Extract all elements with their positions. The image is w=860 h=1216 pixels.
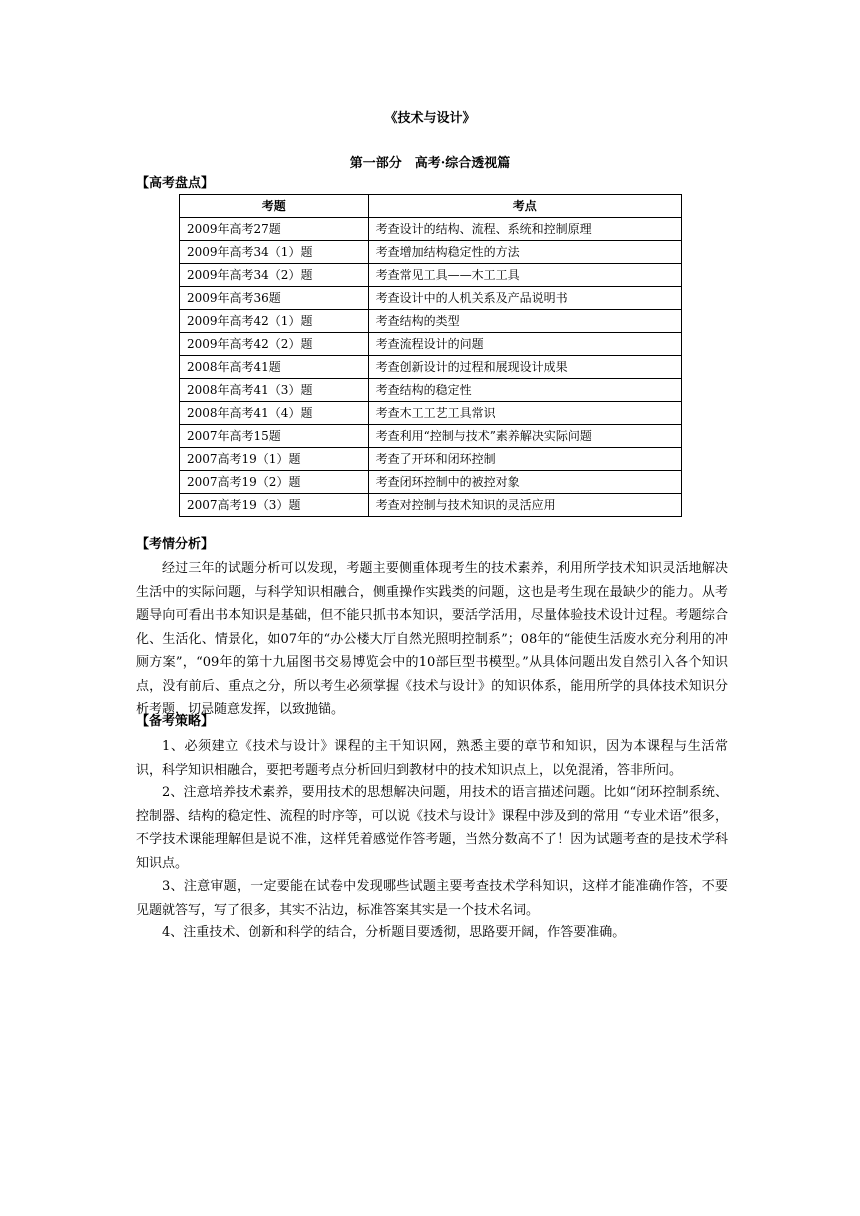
table-row (180, 356, 682, 379)
table-row (180, 264, 682, 287)
topic-cell: 考查设计的结构、流程、系统和控制原理 (368, 218, 681, 241)
column-header-question: 考题 (180, 195, 369, 218)
exam-inventory-table (179, 194, 682, 517)
topic-cell: 考查增加结构稳定性的方法 (368, 241, 681, 264)
document-title: 《技术与设计》 (384, 111, 476, 126)
question-cell: 2007高考19（1）题 (180, 448, 369, 471)
topic-cell: 考查结构的稳定性 (368, 379, 681, 402)
table-row (180, 402, 682, 425)
strategy-heading: 【备考策略】 (136, 714, 215, 729)
strategy-item-1: 1、必须建立《技术与设计》课程的主干知识网，熟悉主要的章节和知识，因为本课程与生活常识，科学知识相融合，要把考题考点分析回归到教材中的技术知识点上，以免混淆，答非所问。 (136, 739, 728, 778)
table-row (180, 448, 682, 471)
strategy-item-2: 2、注意培养技术素养，要用技术的思想解决问题，用技术的语言描述问题。比如“闭环控制系统、控制器、结构的稳定性、流程的时序等，可以说《技术与设计》课程中涉及到的常用 “专业术语”很多，不学技术课能理解但是说不准，这样凭着感觉作答考题，当然分数高不了！因为试题考查的是技术学科知识点。 (136, 785, 728, 871)
topic-cell: 考查木工工艺工具常识 (368, 402, 681, 425)
question-cell: 2009年高考36题 (180, 287, 369, 310)
topic-cell: 考查利用“控制与技术”素养解决实际问题 (368, 425, 681, 448)
topic-cell: 考查设计中的人机关系及产品说明书 (368, 287, 681, 310)
table-row (180, 310, 682, 333)
part-title: 第一部分 高考·综合透视篇 (349, 156, 511, 171)
question-cell: 2007年高考15题 (180, 425, 369, 448)
topic-cell: 考查结构的类型 (368, 310, 681, 333)
question-cell: 2008年高考41（3）题 (180, 379, 369, 402)
column-header-topic: 考点 (368, 195, 681, 218)
table-row (180, 425, 682, 448)
topic-cell: 考查了开环和闭环控制 (368, 448, 681, 471)
question-cell: 2009年高考34（1）题 (180, 241, 369, 264)
table-row (180, 494, 682, 517)
table-row (180, 241, 682, 264)
inventory-heading: 【高考盘点】 (136, 176, 215, 191)
table-row (180, 471, 682, 494)
strategy-item-4: 4、注重技术、创新和科学的结合，分析题目要透彻，思路要开阔，作答要准确。 (162, 925, 626, 940)
table-header-row (180, 195, 682, 218)
topic-cell: 考查对控制与技术知识的灵活应用 (368, 494, 681, 517)
question-cell: 2009年高考42（1）题 (180, 310, 369, 333)
strategy-item-3: 3、注意审题，一定要能在试卷中发现哪些试题主要考查技术学科知识，这样才能准确作答，不要见题就答写，写了很多，其实不沾边，标准答案其实是一个技术名词。 (136, 879, 728, 918)
table-row (180, 379, 682, 402)
analysis-heading: 【考情分析】 (136, 537, 215, 552)
question-cell: 2009年高考34（2）题 (180, 264, 369, 287)
question-cell: 2009年高考42（2）题 (180, 333, 369, 356)
table-row (180, 287, 682, 310)
table-row (180, 218, 682, 241)
topic-cell: 考查闭环控制中的被控对象 (368, 471, 681, 494)
table-row (180, 333, 682, 356)
topic-cell: 考查常见工具——木工工具 (368, 264, 681, 287)
question-cell: 2007高考19（2）题 (180, 471, 369, 494)
question-cell: 2008年高考41（4）题 (180, 402, 369, 425)
question-cell: 2008年高考41题 (180, 356, 369, 379)
topic-cell: 考查创新设计的过程和展现设计成果 (368, 356, 681, 379)
topic-cell: 考查流程设计的问题 (368, 333, 681, 356)
question-cell: 2009年高考27题 (180, 218, 369, 241)
analysis-paragraph: 经过三年的试题分析可以发现，考题主要侧重体现考生的技术素养，利用所学技术知识灵活地解决生活中的实际问题，与科学知识相融合，侧重操作实践类的问题，这也是考生现在最缺少的能力。从考题导向可看出书本知识是基础，但不能只抓书本知识，要活学活用，尽量体验技术设计过程。考题综合化、生活化、情景化，如07年的“办公楼大厅自然光照明控制系”；08年的“能使生活废水充分利用的冲厕方案”，“09年的第十九届图书交易博览会中的10部巨型书模型。”从具体问题出发自然引入各个知识点，没有前后、重点之分，所以考生必须掌握《技术与设计》的知识体系，能用所学的具体技术知识分析考题，切忌随意发挥，以致抛锚。 (136, 561, 728, 717)
question-cell: 2007高考19（3）题 (180, 494, 369, 517)
